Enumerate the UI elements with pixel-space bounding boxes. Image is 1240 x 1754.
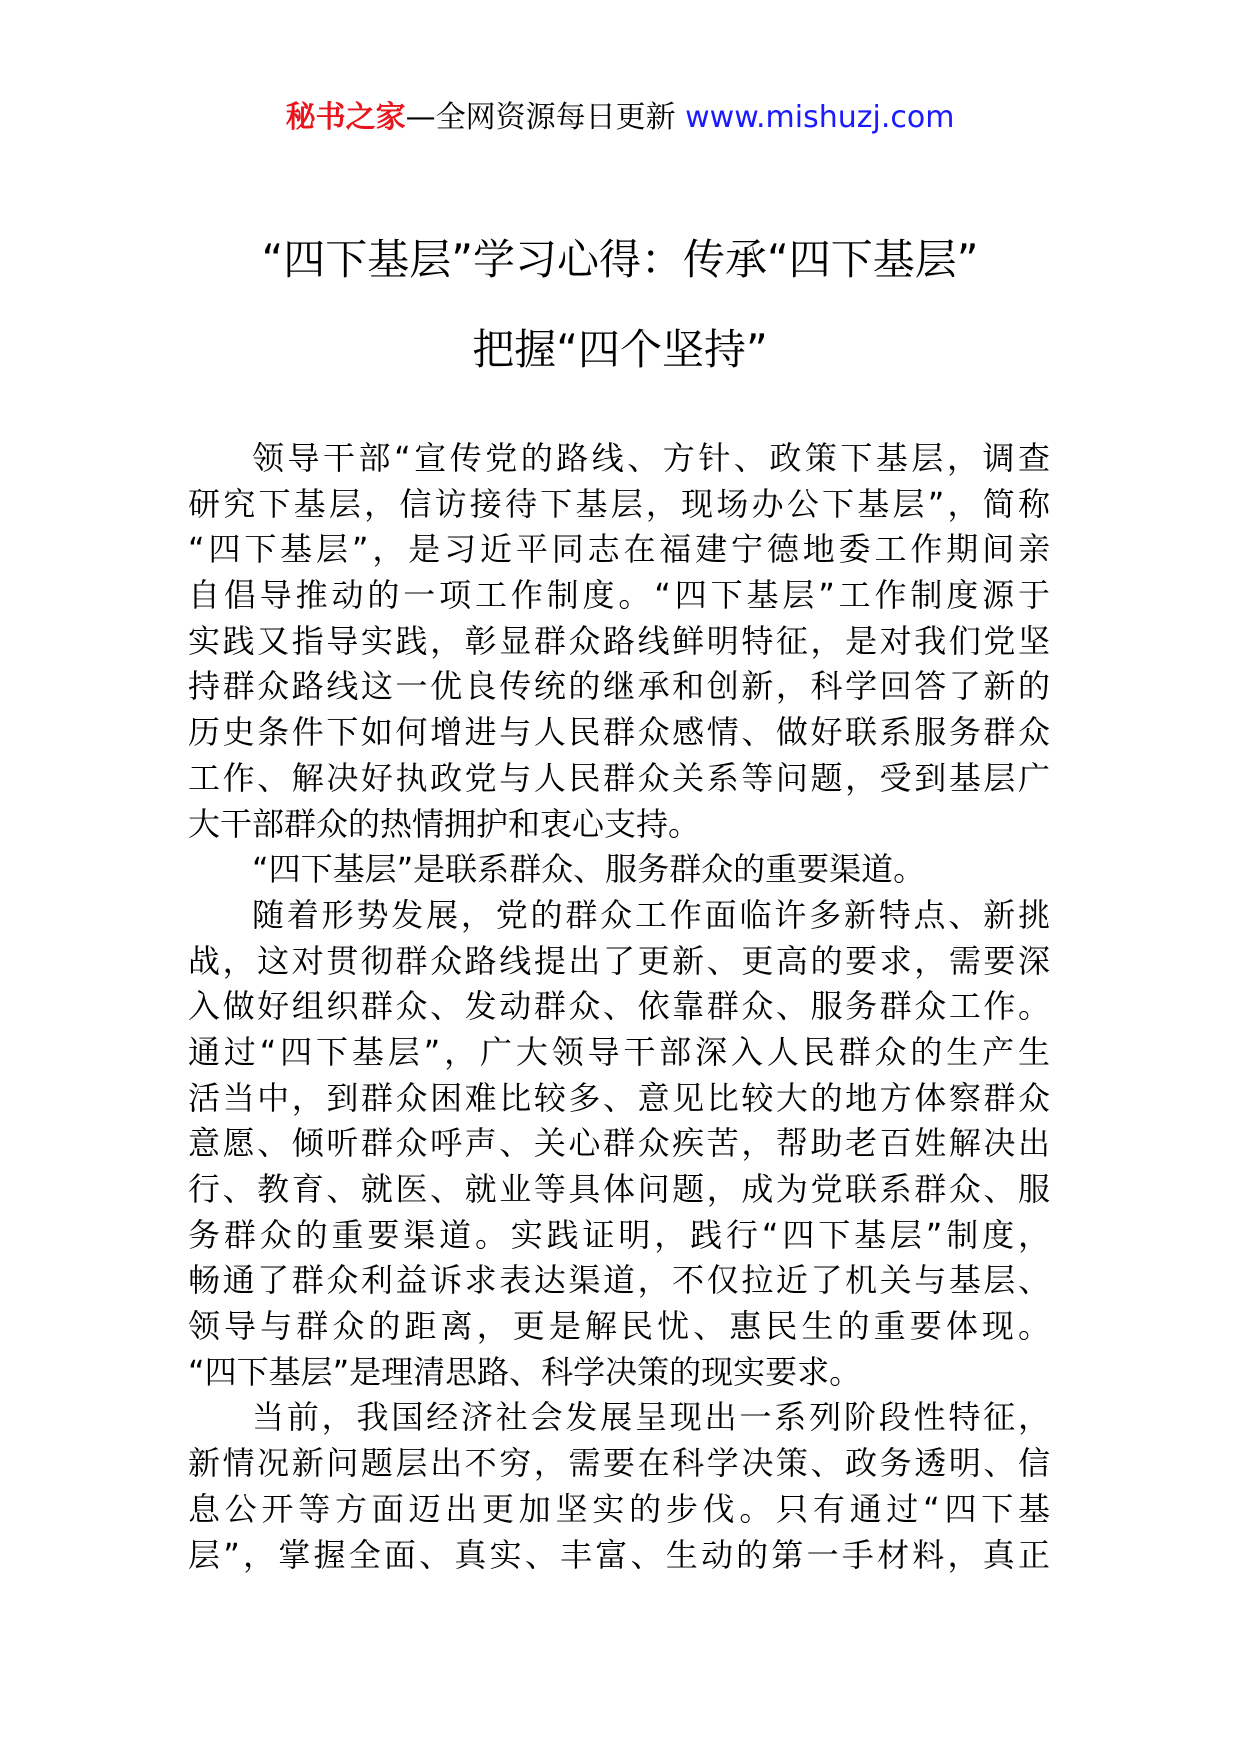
section-heading: “四下基层”是联系群众、服务群众的重要渠道。: [252, 850, 926, 889]
body-line: 意愿、倾听群众呼声、关心群众疾苦，帮助老百姓解决出: [188, 1124, 1050, 1163]
body-line: 实践又指导实践，彰显群众路线鲜明特征，是对我们党坚: [188, 621, 1050, 660]
body-line: 行、教育、就医、就业等具体问题，成为党联系群众、服: [188, 1170, 1050, 1208]
body-line: 战，这对贯彻群众路线提出了更新、更高的要求，需要深: [188, 941, 1050, 980]
body-line: 入做好组织群众、发动群众、依靠群众、服务群众工作。: [188, 987, 1050, 1026]
body-line: 领导与群众的距离，更是解民忧、惠民生的重要体现。: [188, 1307, 1050, 1346]
site-brand: 秘书之家: [285, 100, 406, 135]
body-line: “四下基层”，是习近平同志在福建宁德地委工作期间亲: [188, 530, 1050, 569]
body-line: 工作、解决好执政党与人民群众关系等问题，受到基层广: [188, 758, 1050, 797]
body-line: 层”，掌握全面、真实、丰富、生动的第一手材料，真正: [188, 1535, 1050, 1574]
body-line: 畅通了群众利益诉求表达渠道，不仅拉近了机关与基层、: [188, 1261, 1050, 1300]
section-heading: “四下基层”是理清思路、科学决策的现实要求。: [188, 1352, 862, 1391]
document-title-line-1: “四下基层”学习心得：传承“四下基层”: [261, 235, 979, 284]
body-line: 自倡导推动的一项工作制度。“四下基层”工作制度源于: [188, 576, 1050, 615]
body-line: 随着形势发展，党的群众工作面临许多新特点、新挑: [252, 895, 1050, 934]
body-line: 新情况新问题层出不穷，需要在科学决策、政务透明、信: [188, 1444, 1050, 1483]
body-line: 当前，我国经济社会发展呈现出一系列阶段性特征，: [252, 1398, 1050, 1437]
body-line: 持群众路线这一优良传统的继承和创新，科学回答了新的: [188, 667, 1050, 706]
site-slogan: —全网资源每日更新: [405, 100, 676, 135]
body-line: 息公开等方面迈出更加坚实的步伐。只有通过“四下基: [188, 1489, 1050, 1528]
body-line: 通过“四下基层”，广大领导干部深入人民群众的生产生: [188, 1032, 1050, 1071]
body-line: 大干部群众的热情拥护和衷心支持。: [188, 804, 701, 843]
site-url-link[interactable]: www.mishuzj.com: [685, 100, 955, 135]
body-line: 务群众的重要渠道。实践证明，践行“四下基层”制度，: [188, 1215, 1050, 1254]
document-body: [188, 436, 1050, 1578]
document-title-line-2: 把握“四个坚持”: [472, 325, 768, 374]
site-header: [0, 98, 1240, 138]
body-line: 领导干部“宣传党的路线、方针、政策下基层，调查: [252, 439, 1050, 477]
body-line: 历史条件下如何增进与人民群众感情、做好联系服务群众: [188, 713, 1050, 752]
body-line: 活当中，到群众困难比较多、意见比较大的地方体察群众: [188, 1078, 1050, 1117]
body-line: 研究下基层，信访接待下基层，现场办公下基层”，简称: [188, 484, 1050, 523]
